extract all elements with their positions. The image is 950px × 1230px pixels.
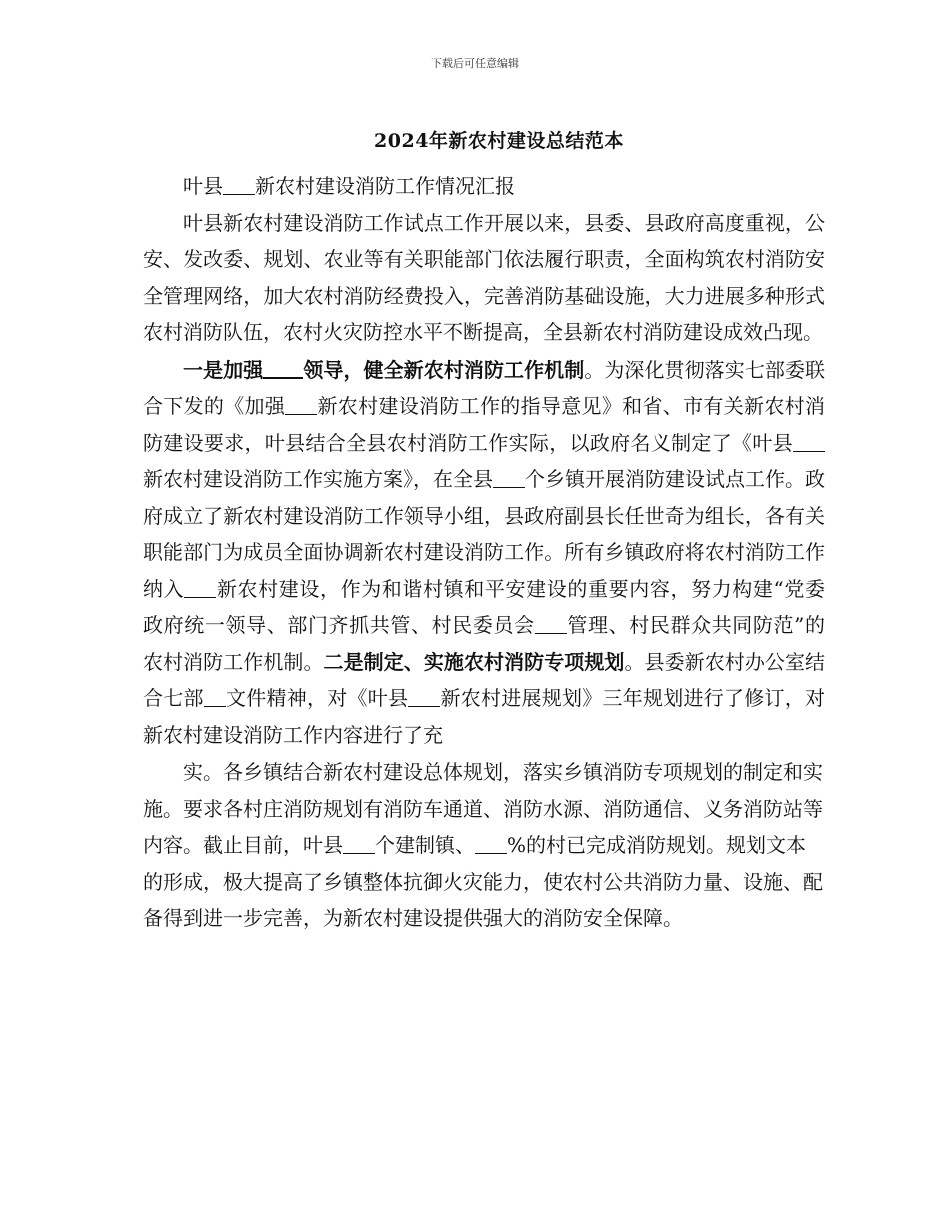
blank-line bbox=[408, 688, 440, 707]
subtitle-pre: 叶县 bbox=[183, 174, 223, 198]
blank-line bbox=[285, 396, 317, 415]
blank-line bbox=[793, 433, 825, 452]
text-segment: 个建制镇、 bbox=[375, 833, 475, 857]
blank-line bbox=[493, 469, 525, 488]
document-title: 2024年新农村建设总结范本 bbox=[374, 130, 624, 152]
text-segment: 文件精神，对《叶县 bbox=[225, 686, 409, 710]
blank-line bbox=[204, 688, 226, 707]
paragraph-leadership bbox=[143, 352, 825, 754]
text-segment: 。为深化贯彻落实七部委联合下发的《加强 bbox=[143, 357, 826, 418]
header-note: 下载后可任意编辑 bbox=[431, 57, 519, 70]
text-segment: 新农村建设消防工作实施方案》，在全县 bbox=[143, 467, 493, 491]
blank-line bbox=[475, 835, 507, 854]
blank-line bbox=[263, 359, 303, 379]
bold-heading-2: 二是制定、实施农村消防专项规划 bbox=[323, 649, 625, 674]
subtitle-post: 新农村建设消防工作情况汇报 bbox=[255, 174, 515, 198]
text-segment: 新农村建设消防工作的指导意见》和省、市有关新农村消防建设要求，叶县结合全县农村消防工作实际，以政府名义制定了《叶县 bbox=[143, 394, 825, 455]
text-segment: 个乡镇开展消防建设试点工作。政府成立了新农村建设消防工作领导小组，县政府副县长任世奇为组长，各有关职能部门为成员全面协调新农村建设消防工作。所有乡镇政府将农村消防工作纳入 bbox=[143, 467, 825, 601]
text-segment: 实。各乡镇结合新农村建设总体规划，落实乡镇消防专项规划的制定和实施。要求各村庄消防规划有消防车通道、消防水源、消防通信、义务消防站等内容。截止目前，叶县 bbox=[143, 760, 823, 857]
paragraph-planning bbox=[143, 754, 825, 937]
text-segment: 新农村进展规划》三年规划进行了修订，对新农村建设消防工作内容进行了充 bbox=[143, 686, 825, 747]
paragraph-intro: 叶县新农村建设消防工作试点工作开展以来，县委、县政府高度重视，公安、发改委、规划、农业等有关职能部门依法履行职责，全面构筑农村消防安全管理网络，加大农村消防经费投入，完善消防基础设施，大力进展多种形式农村消防队伍，农村火灾防控水平不断提高，全县新农村消防建设成效凸现。 bbox=[143, 210, 825, 344]
text-segment: 。县委新农村办公室结合七部 bbox=[143, 649, 826, 710]
text-segment: 管理、村民群众共同防范”的农村消防工作机制。 bbox=[143, 613, 826, 674]
blank-line bbox=[343, 835, 375, 854]
blank-line bbox=[535, 615, 567, 634]
report-subtitle bbox=[143, 168, 825, 205]
text-segment: 新农村建设，作为和谐村镇和平安建设的重要内容，努力构建“党委政府统一领导、部门齐抓共管、村民委员会 bbox=[143, 576, 826, 637]
blank-line bbox=[184, 579, 216, 598]
bold-heading-1-pre: 一是加强 bbox=[183, 357, 264, 382]
blank-line bbox=[223, 176, 255, 195]
document-body bbox=[143, 168, 825, 937]
text-segment: %的村已完成消防规划。规划文本的形成，极大提高了乡镇整体抗御火灾能力，使农村公共消防力量、设施、配备得到进一步完善，为新农村建设提供强大的消防安全保障。 bbox=[143, 833, 823, 930]
bold-heading-1-post: 领导，健全新农村消防工作机制 bbox=[303, 357, 585, 382]
